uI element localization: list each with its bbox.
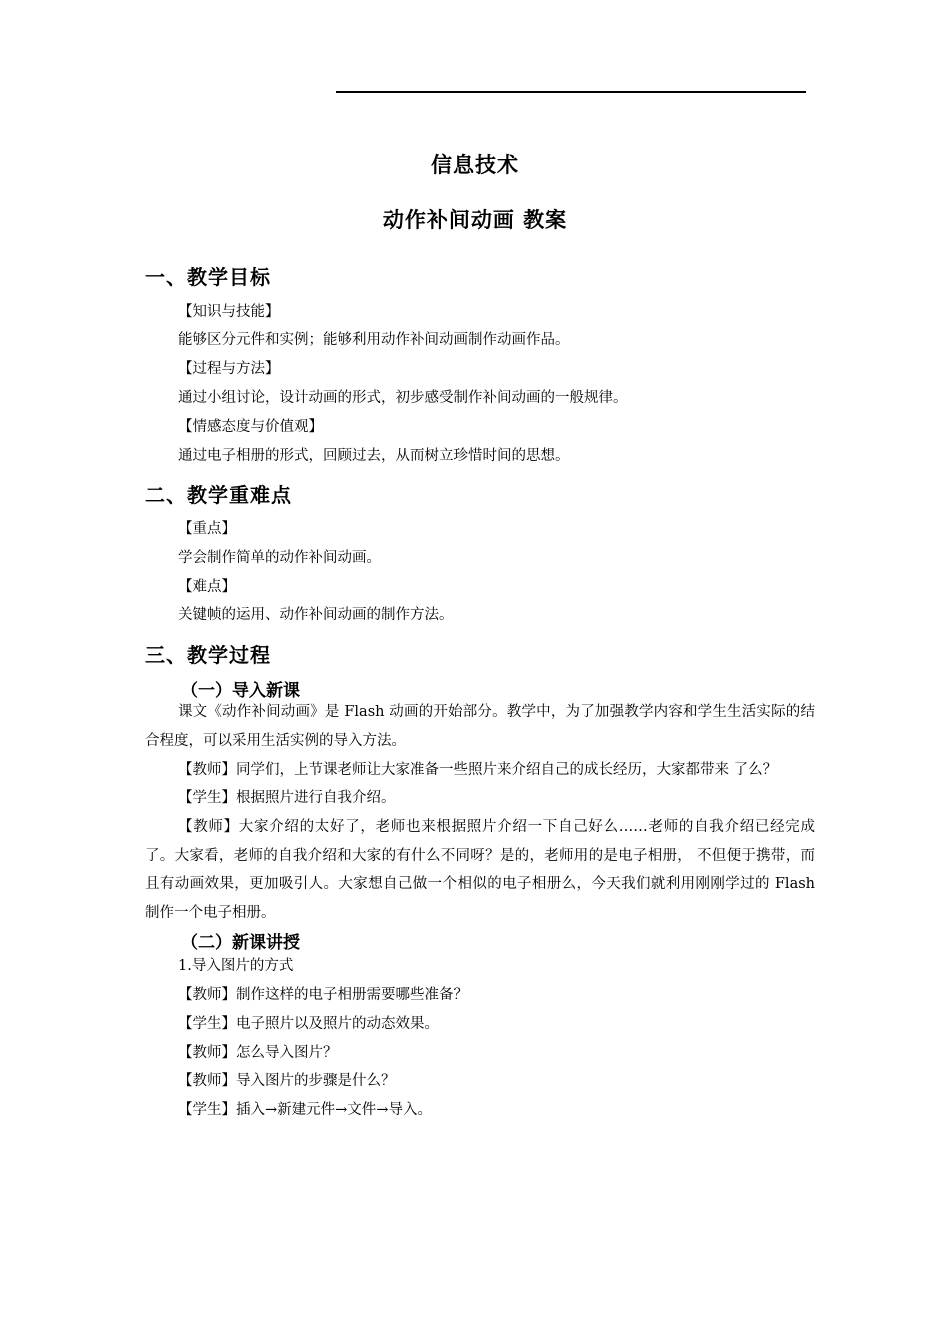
knowledge-label: 【知识与技能】	[178, 304, 280, 320]
list-item-1: 1.导入图片的方式	[178, 958, 294, 974]
section-heading-keypoints: 二、教学重难点	[145, 483, 292, 507]
emotion-label: 【情感态度与价值观】	[178, 419, 323, 435]
header-rule	[336, 91, 806, 93]
dialogue-line-5: 【教师】怎么导入图片？	[178, 1045, 338, 1061]
paragraph-teacher: 【教师】大家介绍的太好了，老师也来根据照片介绍一下自己好么……老师的自我介绍已经完成了。大家看，老师的自我介绍和大家的有什么不同呀？是的，老师用的是电子相册， 不但便于携带，而且有动画效果，更加吸引人。大家想自己做一个相似的电子相册么，今天我们就利用刚刚学过的 Flash 制作一个电子相册。	[145, 819, 815, 921]
dialogue-line-4: 【学生】电子照片以及照片的动态效果。	[178, 1016, 439, 1032]
subheading-new-lesson: （二）新课讲授	[181, 933, 300, 953]
section-heading-process: 三、教学过程	[145, 643, 271, 667]
process-label: 【过程与方法】	[178, 361, 280, 377]
lesson-title: 动作补间动画 教案	[382, 208, 568, 232]
paragraph-intro: 课文《动作补间动画》是 Flash 动画的开始部分。教学中，为了加强教学内容和学生生活实际的结合程度，可以采用生活实例的导入方法。	[145, 704, 815, 749]
dialogue-line-3: 【教师】制作这样的电子相册需要哪些准备？	[178, 987, 468, 1003]
difficult-text: 关键帧的运用、动作补间动画的制作方法。	[178, 607, 454, 623]
dialogue-line-2: 【学生】根据照片进行自我介绍。	[178, 790, 396, 806]
emotion-text: 通过电子相册的形式，回顾过去，从而树立珍惜时间的思想。	[178, 448, 570, 464]
subheading-intro: （一）导入新课	[181, 681, 300, 701]
dialogue-line-1: 【教师】同学们，上节课老师让大家准备一些照片来介绍自己的成长经历，大家都带来 了么？	[178, 762, 778, 778]
subject-title: 信息技术	[431, 153, 519, 177]
knowledge-text: 能够区分元件和实例；能够利用动作补间动画制作动画作品。	[178, 332, 570, 348]
key-label: 【重点】	[178, 521, 236, 537]
key-text: 学会制作简单的动作补间动画。	[178, 550, 381, 566]
dialogue-line-6: 【教师】导入图片的步骤是什么？	[178, 1073, 396, 1089]
section-heading-goals: 一、教学目标	[145, 265, 271, 289]
difficult-label: 【难点】	[178, 579, 236, 595]
process-text: 通过小组讨论，设计动画的形式，初步感受制作补间动画的一般规律。	[178, 390, 628, 406]
dialogue-line-7: 【学生】插入→新建元件→文件→导入。	[178, 1102, 432, 1118]
